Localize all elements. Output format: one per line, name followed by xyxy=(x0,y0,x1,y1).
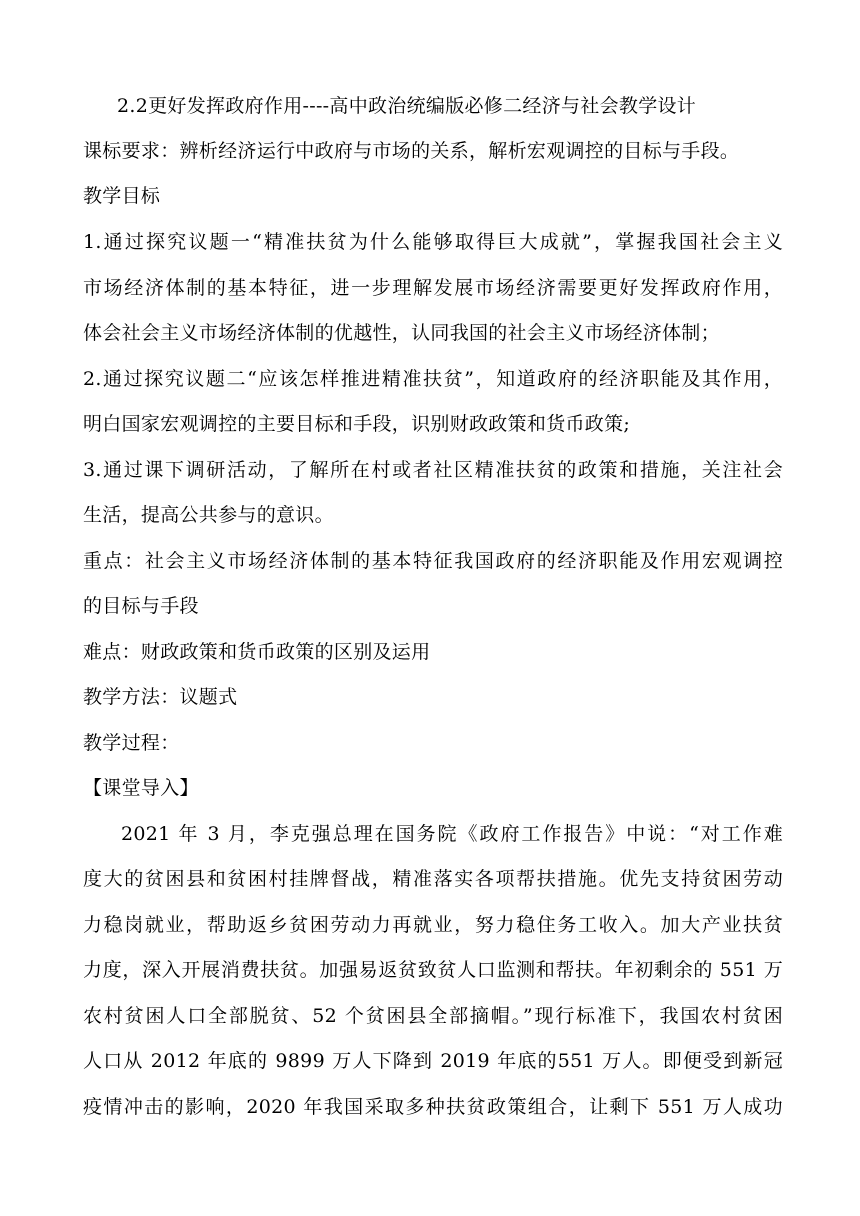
teaching-process: 教学过程： xyxy=(83,732,180,754)
intro-paragraph-line-7: 疫情冲击的影响，2020 年我国采取多种扶贫政策组合，让剩下 551 万人成功 xyxy=(83,1096,783,1118)
intro-paragraph-line-1: 2021 年 3 月，李克强总理在国务院《政府工作报告》中说：“对工作难 xyxy=(121,823,783,845)
teaching-method: 教学方法：议题式 xyxy=(83,686,238,708)
objective-1-line-3: 体会社会主义市场经济体制的优越性，认同我国的社会主义市场经济体制； xyxy=(83,322,720,344)
objectives-heading: 教学目标 xyxy=(83,185,161,207)
key-points-line-2: 的目标与手段 xyxy=(83,595,199,617)
difficulty-line: 难点：财政政策和货币政策的区别及运用 xyxy=(83,641,431,663)
intro-paragraph-line-2: 度大的贫困县和贫困村挂牌督战，精准落实各项帮扶措施。优先支持贫困劳动 xyxy=(83,868,783,890)
curriculum-requirement: 课标要求：辨析经济运行中政府与市场的关系，解析宏观调控的目标与手段。 xyxy=(83,140,740,162)
objective-2-line-1: 2.通过探究议题二“应该怎样推进精准扶贫”，知道政府的经济职能及其作用， xyxy=(83,368,783,390)
key-points-line-1: 重点：社会主义市场经济体制的基本特征我国政府的经济职能及作用宏观调控 xyxy=(83,550,783,572)
intro-paragraph-line-6: 人口从 2012 年底的 9899 万人下降到 2019 年底的551 万人。即便受到新冠 xyxy=(83,1050,783,1072)
objective-3-line-1: 3.通过课下调研活动，了解所在村或者社区精准扶贫的政策和措施，关注社会 xyxy=(83,459,783,481)
intro-paragraph-line-4: 力度，深入开展消费扶贫。加强易返贫致贫人口监测和帮扶。年初剩余的 551 万 xyxy=(83,959,783,981)
objective-1-line-1: 1.通过探究议题一“精准扶贫为什么能够取得巨大成就”，掌握我国社会主义 xyxy=(83,231,783,253)
objective-2-line-2: 明白国家宏观调控的主要目标和手段，识别财政政策和货币政策; xyxy=(83,413,631,435)
objective-1-line-2: 市场经济体制的基本特征，进一步理解发展市场经济需要更好发挥政府作用， xyxy=(83,277,783,299)
objective-3-line-2: 生活，提高公共参与的意识。 xyxy=(83,504,334,526)
document-title: 2.2更好发挥政府作用----高中政治统编版必修二经济与社会教学设计 xyxy=(117,95,697,117)
intro-heading: 【课堂导入】 xyxy=(83,777,199,799)
intro-paragraph-line-3: 力稳岗就业，帮助返乡贫困劳动力再就业，努力稳住务工收入。加大产业扶贫 xyxy=(83,914,783,936)
intro-paragraph-line-5: 农村贫困人口全部脱贫、52 个贫困县全部摘帽。”现行标准下，我国农村贫困 xyxy=(83,1005,783,1027)
